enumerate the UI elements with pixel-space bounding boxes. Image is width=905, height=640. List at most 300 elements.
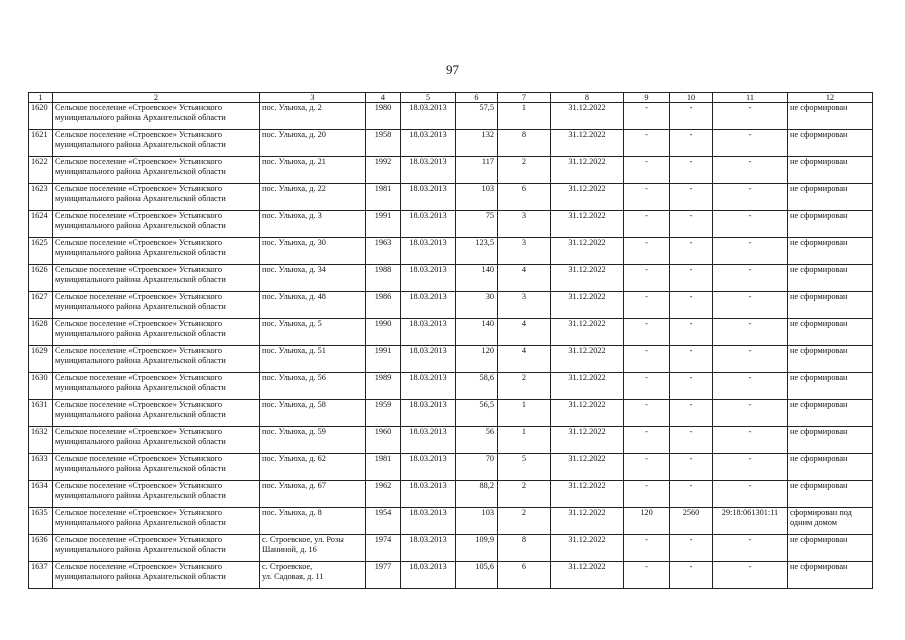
column-10-cell: - [670, 265, 713, 292]
land-status-cell-line: не сформирован [790, 157, 848, 166]
column-10-cell: - [670, 373, 713, 400]
column-header-10: 10 [670, 93, 713, 103]
column-7-cell: 1 [498, 103, 551, 130]
row-number-cell: 1624 [29, 211, 53, 238]
deadline-cell: 31.12.2022 [551, 454, 624, 481]
settlement-cell-line: муниципального района Архангельской области [55, 463, 226, 473]
year-cell: 1981 [366, 184, 401, 211]
area-cell: 58,6 [456, 373, 498, 400]
header-row [29, 93, 873, 103]
column-7-cell: 8 [498, 535, 551, 562]
settlement-cell-line: Сельское поселение «Строевское» Устьянского [55, 211, 222, 220]
cadastral-number-cell: 29:18:061301:11 [713, 508, 788, 535]
column-header-5: 5 [401, 93, 456, 103]
cadastral-number-cell: - [713, 157, 788, 184]
land-status-cell [788, 427, 873, 454]
year-cell: 1963 [366, 238, 401, 265]
land-status-cell [788, 454, 873, 481]
land-status-cell [788, 508, 873, 535]
year-cell: 1981 [366, 454, 401, 481]
cadastral-number-cell: - [713, 481, 788, 508]
address-cell-line: пос. Ульюха, д. 58 [262, 400, 326, 409]
settlement-cell-line: муниципального района Архангельской области [55, 166, 226, 176]
address-cell-line: пос. Ульюха, д. 59 [262, 427, 326, 436]
settlement-cell [53, 130, 260, 157]
address-cell [260, 535, 366, 562]
column-9-cell: - [624, 481, 670, 508]
settlement-cell [53, 508, 260, 535]
column-7-cell: 6 [498, 562, 551, 589]
column-10-cell: - [670, 103, 713, 130]
deadline-cell: 31.12.2022 [551, 103, 624, 130]
date-cell: 18.03.2013 [401, 346, 456, 373]
year-cell: 1959 [366, 400, 401, 427]
column-9-cell: - [624, 454, 670, 481]
date-cell: 18.03.2013 [401, 319, 456, 346]
year-cell: 1960 [366, 427, 401, 454]
year-cell: 1986 [366, 292, 401, 319]
date-cell: 18.03.2013 [401, 265, 456, 292]
column-9-cell: - [624, 184, 670, 211]
land-status-cell-line: не сформирован [790, 238, 848, 247]
land-status-cell [788, 130, 873, 157]
address-cell-line: пос. Ульюха, д. 62 [262, 454, 326, 463]
settlement-cell [53, 427, 260, 454]
year-cell: 1988 [366, 265, 401, 292]
date-cell: 18.03.2013 [401, 238, 456, 265]
settlement-cell-line: Сельское поселение «Строевское» Устьянского [55, 508, 222, 517]
column-10-cell: - [670, 238, 713, 265]
area-cell: 30 [456, 292, 498, 319]
column-7-cell: 4 [498, 319, 551, 346]
deadline-cell: 31.12.2022 [551, 427, 624, 454]
area-cell: 103 [456, 508, 498, 535]
cadastral-number-cell: - [713, 184, 788, 211]
settlement-cell-line: муниципального района Архангельской области [55, 193, 226, 203]
address-cell [260, 400, 366, 427]
year-cell: 1990 [366, 319, 401, 346]
land-status-cell-line: не сформирован [790, 346, 848, 355]
row-number-cell: 1637 [29, 562, 53, 589]
column-10-cell: - [670, 400, 713, 427]
settlement-cell [53, 535, 260, 562]
cadastral-number-cell: - [713, 346, 788, 373]
date-cell: 18.03.2013 [401, 103, 456, 130]
row-number-cell: 1636 [29, 535, 53, 562]
deadline-cell: 31.12.2022 [551, 292, 624, 319]
date-cell: 18.03.2013 [401, 292, 456, 319]
year-cell: 1977 [366, 562, 401, 589]
column-9-cell: - [624, 130, 670, 157]
column-7-cell: 1 [498, 400, 551, 427]
settlement-cell-line: муниципального района Архангельской области [55, 112, 226, 122]
land-status-cell-line: не сформирован [790, 427, 848, 436]
column-header-6: 6 [456, 93, 498, 103]
land-status-cell-line: не сформирован [790, 454, 848, 463]
row-number-cell: 1630 [29, 373, 53, 400]
area-cell: 105,6 [456, 562, 498, 589]
date-cell: 18.03.2013 [401, 535, 456, 562]
column-9-cell: - [624, 319, 670, 346]
column-10-cell: - [670, 130, 713, 157]
date-cell: 18.03.2013 [401, 373, 456, 400]
area-cell: 75 [456, 211, 498, 238]
address-cell [260, 157, 366, 184]
table-row [29, 427, 873, 454]
year-cell: 1992 [366, 157, 401, 184]
area-cell: 88,2 [456, 481, 498, 508]
address-cell [260, 562, 366, 589]
table-row [29, 265, 873, 292]
address-cell [260, 103, 366, 130]
address-cell-line: пос. Ульюха, д. 5 [262, 319, 322, 328]
address-cell-line: Шаниной, д. 16 [262, 544, 317, 554]
area-cell: 120 [456, 346, 498, 373]
column-7-cell: 2 [498, 157, 551, 184]
column-header-12: 12 [788, 93, 873, 103]
address-cell [260, 319, 366, 346]
settlement-cell-line: Сельское поселение «Строевское» Устьянского [55, 184, 222, 193]
settlement-cell-line: муниципального района Архангельской области [55, 490, 226, 500]
deadline-cell: 31.12.2022 [551, 535, 624, 562]
land-status-cell-line: не сформирован [790, 373, 848, 382]
land-status-cell [788, 535, 873, 562]
cadastral-number-cell: - [713, 292, 788, 319]
settlement-cell-line: Сельское поселение «Строевское» Устьянского [55, 319, 222, 328]
settlement-cell [53, 238, 260, 265]
land-status-cell-line: не сформирован [790, 535, 848, 544]
settlement-cell [53, 103, 260, 130]
row-number-cell: 1631 [29, 400, 53, 427]
table-row [29, 454, 873, 481]
column-10-cell: - [670, 427, 713, 454]
area-cell: 117 [456, 157, 498, 184]
land-status-cell-line: не сформирован [790, 103, 848, 112]
settlement-cell-line: муниципального района Архангельской области [55, 220, 226, 230]
table-row [29, 184, 873, 211]
row-number-cell: 1621 [29, 130, 53, 157]
land-status-cell-line: не сформирован [790, 130, 848, 139]
address-cell [260, 184, 366, 211]
deadline-cell: 31.12.2022 [551, 130, 624, 157]
address-cell [260, 292, 366, 319]
area-cell: 132 [456, 130, 498, 157]
cadastral-number-cell: - [713, 373, 788, 400]
column-header-8: 8 [551, 93, 624, 103]
address-cell-line: пос. Ульюха, д. 48 [262, 292, 326, 301]
date-cell: 18.03.2013 [401, 157, 456, 184]
address-cell [260, 265, 366, 292]
table-row [29, 481, 873, 508]
address-cell-line: пос. Ульюха, д. 34 [262, 265, 326, 274]
cadastral-number-cell: - [713, 211, 788, 238]
address-cell [260, 373, 366, 400]
settlement-cell [53, 184, 260, 211]
area-cell: 140 [456, 319, 498, 346]
column-10-cell: - [670, 211, 713, 238]
settlement-cell-line: муниципального района Архангельской области [55, 517, 226, 527]
deadline-cell: 31.12.2022 [551, 265, 624, 292]
settlement-cell-line: Сельское поселение «Строевское» Устьянского [55, 265, 222, 274]
settlement-cell-line: Сельское поселение «Строевское» Устьянского [55, 157, 222, 166]
deadline-cell: 31.12.2022 [551, 157, 624, 184]
column-9-cell: - [624, 535, 670, 562]
column-10-cell: - [670, 157, 713, 184]
address-cell [260, 238, 366, 265]
table-row [29, 292, 873, 319]
settlement-cell-line: Сельское поселение «Строевское» Устьянского [55, 562, 222, 571]
area-cell: 56 [456, 427, 498, 454]
land-status-cell-line: не сформирован [790, 400, 848, 409]
column-10-cell: - [670, 292, 713, 319]
year-cell: 1991 [366, 211, 401, 238]
date-cell: 18.03.2013 [401, 481, 456, 508]
address-cell [260, 454, 366, 481]
year-cell: 1974 [366, 535, 401, 562]
column-10-cell: 2560 [670, 508, 713, 535]
row-number-cell: 1625 [29, 238, 53, 265]
land-status-cell [788, 319, 873, 346]
settlement-cell [53, 454, 260, 481]
address-cell-line: с. Строевское, [262, 562, 313, 571]
column-7-cell: 4 [498, 265, 551, 292]
table-row [29, 238, 873, 265]
land-status-cell [788, 157, 873, 184]
column-7-cell: 3 [498, 211, 551, 238]
cadastral-number-cell: - [713, 454, 788, 481]
settlement-cell-line: муниципального района Архангельской области [55, 409, 226, 419]
date-cell: 18.03.2013 [401, 211, 456, 238]
column-header-2: 2 [53, 93, 260, 103]
land-status-cell-line: не сформирован [790, 481, 848, 490]
column-10-cell: - [670, 562, 713, 589]
deadline-cell: 31.12.2022 [551, 481, 624, 508]
column-9-cell: - [624, 265, 670, 292]
land-status-cell-line: не сформирован [790, 319, 848, 328]
cadastral-number-cell: - [713, 535, 788, 562]
cadastral-number-cell: - [713, 265, 788, 292]
cadastral-number-cell: - [713, 103, 788, 130]
cadastral-number-cell: - [713, 562, 788, 589]
land-status-cell [788, 211, 873, 238]
column-7-cell: 8 [498, 130, 551, 157]
area-cell: 109,9 [456, 535, 498, 562]
settlement-cell-line: Сельское поселение «Строевское» Устьянского [55, 238, 222, 247]
column-9-cell: 120 [624, 508, 670, 535]
address-cell-line: с. Строевское, ул. Розы [262, 535, 344, 544]
address-cell-line: пос. Ульюха, д. 51 [262, 346, 326, 355]
address-cell-line: пос. Ульюха, д. 8 [262, 508, 322, 517]
table-row [29, 373, 873, 400]
column-7-cell: 3 [498, 292, 551, 319]
settlement-cell-line: муниципального района Архангельской области [55, 274, 226, 284]
row-number-cell: 1622 [29, 157, 53, 184]
column-7-cell: 2 [498, 373, 551, 400]
land-status-cell [788, 481, 873, 508]
settlement-cell-line: муниципального района Архангельской области [55, 382, 226, 392]
area-cell: 123,5 [456, 238, 498, 265]
settlement-cell-line: муниципального района Архангельской области [55, 355, 226, 365]
row-number-cell: 1628 [29, 319, 53, 346]
column-10-cell: - [670, 481, 713, 508]
settlement-cell [53, 157, 260, 184]
area-cell: 103 [456, 184, 498, 211]
column-9-cell: - [624, 157, 670, 184]
deadline-cell: 31.12.2022 [551, 508, 624, 535]
date-cell: 18.03.2013 [401, 562, 456, 589]
settlement-cell-line: муниципального района Архангельской области [55, 301, 226, 311]
land-status-cell [788, 238, 873, 265]
column-10-cell: - [670, 535, 713, 562]
settlement-cell-line: Сельское поселение «Строевское» Устьянского [55, 481, 222, 490]
date-cell: 18.03.2013 [401, 454, 456, 481]
address-cell [260, 211, 366, 238]
settlement-cell [53, 481, 260, 508]
row-number-cell: 1629 [29, 346, 53, 373]
area-cell: 140 [456, 265, 498, 292]
table-row [29, 562, 873, 589]
date-cell: 18.03.2013 [401, 427, 456, 454]
column-header-7: 7 [498, 93, 551, 103]
address-cell-line: пос. Ульюха, д. 20 [262, 130, 326, 139]
column-7-cell: 6 [498, 184, 551, 211]
address-cell [260, 427, 366, 454]
address-cell [260, 508, 366, 535]
table-row [29, 130, 873, 157]
year-cell: 1989 [366, 373, 401, 400]
settlement-cell-line: муниципального района Архангельской области [55, 328, 226, 338]
page-number: 97 [446, 62, 459, 77]
land-status-cell-line: не сформирован [790, 292, 848, 301]
deadline-cell: 31.12.2022 [551, 562, 624, 589]
settlement-cell [53, 211, 260, 238]
row-number-cell: 1626 [29, 265, 53, 292]
deadline-cell: 31.12.2022 [551, 238, 624, 265]
settlement-cell [53, 400, 260, 427]
address-cell-line: пос. Ульюха, д. 22 [262, 184, 326, 193]
settlement-cell [53, 319, 260, 346]
cadastral-number-cell: - [713, 319, 788, 346]
table-row [29, 103, 873, 130]
column-10-cell: - [670, 319, 713, 346]
settlement-cell-line: Сельское поселение «Строевское» Устьянского [55, 103, 222, 112]
land-status-cell [788, 265, 873, 292]
settlement-cell-line: муниципального района Архангельской области [55, 247, 226, 257]
settlement-cell [53, 346, 260, 373]
address-cell-line: пос. Ульюха, д. 30 [262, 238, 326, 247]
address-cell-line: ул. Садовая, д. 11 [262, 571, 324, 581]
settlement-cell-line: Сельское поселение «Строевское» Устьянского [55, 346, 222, 355]
settlement-cell-line: Сельское поселение «Строевское» Устьянского [55, 454, 222, 463]
land-status-cell [788, 346, 873, 373]
column-10-cell: - [670, 346, 713, 373]
land-status-cell [788, 292, 873, 319]
address-cell-line: пос. Ульюха, д. 3 [262, 211, 322, 220]
column-header-11: 11 [713, 93, 788, 103]
column-9-cell: - [624, 103, 670, 130]
column-9-cell: - [624, 562, 670, 589]
settlement-cell-line: Сельское поселение «Строевское» Устьянского [55, 130, 222, 139]
column-9-cell: - [624, 292, 670, 319]
area-cell: 70 [456, 454, 498, 481]
date-cell: 18.03.2013 [401, 400, 456, 427]
settlement-cell-line: Сельское поселение «Строевское» Устьянского [55, 427, 222, 436]
land-status-cell [788, 373, 873, 400]
land-status-cell [788, 400, 873, 427]
address-cell-line: пос. Ульюха, д. 56 [262, 373, 326, 382]
column-7-cell: 5 [498, 454, 551, 481]
land-status-cell [788, 103, 873, 130]
year-cell: 1962 [366, 481, 401, 508]
table-row [29, 508, 873, 535]
cadastral-number-cell: - [713, 130, 788, 157]
address-cell [260, 130, 366, 157]
address-cell-line: пос. Ульюха, д. 21 [262, 157, 326, 166]
row-number-cell: 1623 [29, 184, 53, 211]
land-status-cell-line: не сформирован [790, 184, 848, 193]
settlement-cell-line: муниципального района Архангельской области [55, 436, 226, 446]
table-header [29, 93, 873, 103]
table-row [29, 346, 873, 373]
year-cell: 1980 [366, 103, 401, 130]
date-cell: 18.03.2013 [401, 508, 456, 535]
row-number-cell: 1620 [29, 103, 53, 130]
column-header-1: 1 [29, 93, 53, 103]
settlement-cell-line: Сельское поселение «Строевское» Устьянского [55, 292, 222, 301]
column-9-cell: - [624, 373, 670, 400]
date-cell: 18.03.2013 [401, 184, 456, 211]
area-cell: 56,5 [456, 400, 498, 427]
land-status-cell-line: не сформирован [790, 562, 848, 571]
year-cell: 1954 [366, 508, 401, 535]
land-status-cell-line: не сформирован [790, 211, 848, 220]
deadline-cell: 31.12.2022 [551, 346, 624, 373]
column-header-3: 3 [260, 93, 366, 103]
row-number-cell: 1627 [29, 292, 53, 319]
settlement-cell-line: муниципального района Архангельской области [55, 139, 226, 149]
housing-registry-table [28, 92, 873, 589]
cadastral-number-cell: - [713, 400, 788, 427]
settlement-cell [53, 373, 260, 400]
column-7-cell: 1 [498, 427, 551, 454]
column-9-cell: - [624, 211, 670, 238]
year-cell: 1958 [366, 130, 401, 157]
settlement-cell [53, 562, 260, 589]
column-header-9: 9 [624, 93, 670, 103]
deadline-cell: 31.12.2022 [551, 400, 624, 427]
settlement-cell [53, 292, 260, 319]
column-9-cell: - [624, 427, 670, 454]
column-header-4: 4 [366, 93, 401, 103]
column-9-cell: - [624, 346, 670, 373]
settlement-cell-line: муниципального района Архангельской области [55, 544, 226, 554]
table-row [29, 319, 873, 346]
table-row [29, 535, 873, 562]
deadline-cell: 31.12.2022 [551, 211, 624, 238]
land-status-cell [788, 184, 873, 211]
settlement-cell-line: Сельское поселение «Строевское» Устьянского [55, 373, 222, 382]
column-7-cell: 2 [498, 508, 551, 535]
row-number-cell: 1635 [29, 508, 53, 535]
address-cell-line: пос. Ульюха, д. 67 [262, 481, 326, 490]
land-status-cell-line: одним домом [790, 517, 838, 527]
settlement-cell-line: Сельское поселение «Строевское» Устьянского [55, 535, 222, 544]
column-10-cell: - [670, 454, 713, 481]
settlement-cell [53, 265, 260, 292]
year-cell: 1991 [366, 346, 401, 373]
row-number-cell: 1633 [29, 454, 53, 481]
address-cell-line: пос. Ульюха, д. 2 [262, 103, 322, 112]
